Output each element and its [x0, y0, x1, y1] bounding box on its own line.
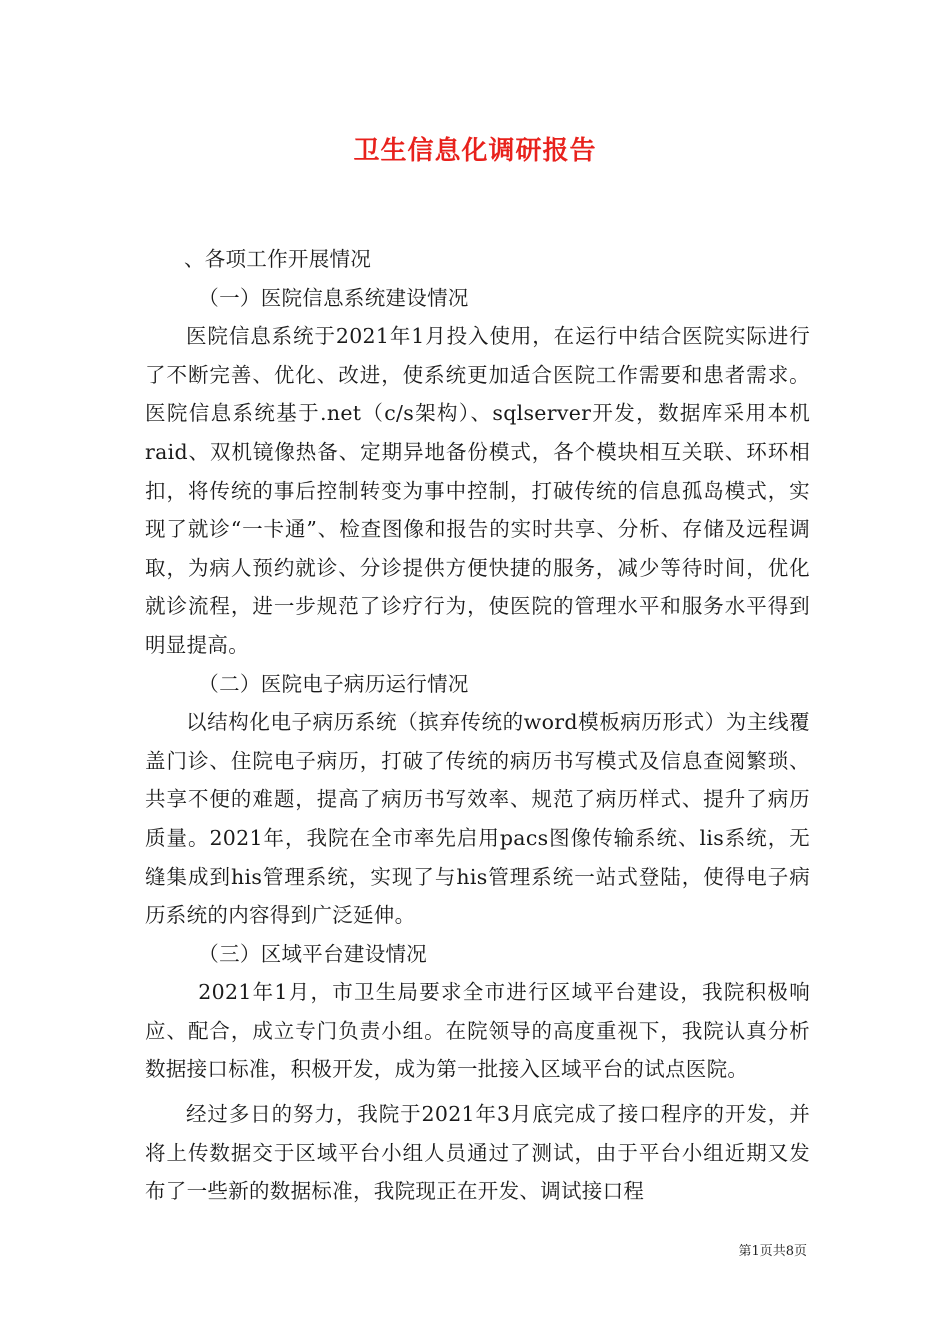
body-paragraph: 2021年1月，市卫生局要求全市进行区域平台建设，我院积极响应、配合，成立专门负责小组。在院领导的高度重视下，我院认真分析数据接口标准，积极开发，成为第一批接入区域平台的试点医院。	[145, 980, 810, 1082]
subsection-heading: （一）医院信息系统建设情况	[198, 285, 469, 310]
subsection-heading: （二）医院电子病历运行情况	[198, 671, 469, 696]
document-title: 卫生信息化调研报告	[353, 136, 597, 166]
subsection-heading: （三）区域平台建设情况	[198, 941, 428, 966]
page-number: 第1页共8页	[738, 1244, 807, 1259]
section-heading: 、各项工作开展情况	[183, 247, 372, 271]
body-paragraph: 以结构化电子病历系统（摈弃传统的word模板病历形式）为主线覆盖门诊、住院电子病历，打破了传统的病历书写模式及信息查阅繁琐、共享不便的难题，提高了病历书写效率、规范了病历样式、提升了病历质量。2021年，我院在全市率先启用pacs图像传输系统、lis系统，无缝集成到his管理系统，实现了与his管理系统一站式登陆，使得电子病历系统的内容得到广泛延伸。	[145, 710, 810, 928]
body-paragraph: 经过多日的努力，我院于2021年3月底完成了接口程序的开发，并将上传数据交于区域平台小组人员通过了测试，由于平台小组近期又发布了一些新的数据标准，我院现正在开发、调试接口程	[145, 1102, 810, 1204]
document-body	[145, 240, 810, 1211]
body-paragraph: 医院信息系统于2021年1月投入使用，在运行中结合医院实际进行了不断完善、优化、改进，使系统更加适合医院工作需要和患者需求。医院信息系统基于.net（c/s架构）、sqlserver开发，数据库采用本机raid、双机镜像热备、定期异地备份模式，各个模块相互关联、环环相扣，将传统的事后控制转变为事中控制，打破传统的信息孤岛模式，实现了就诊“一卡通”、检查图像和报告的实时共享、分析、存储及远程调取，为病人预约就诊、分诊提供方便快捷的服务，减少等待时间，优化就诊流程，进一步规范了诊疗行为，使医院的管理水平和服务水平得到明显提高。	[145, 324, 810, 657]
